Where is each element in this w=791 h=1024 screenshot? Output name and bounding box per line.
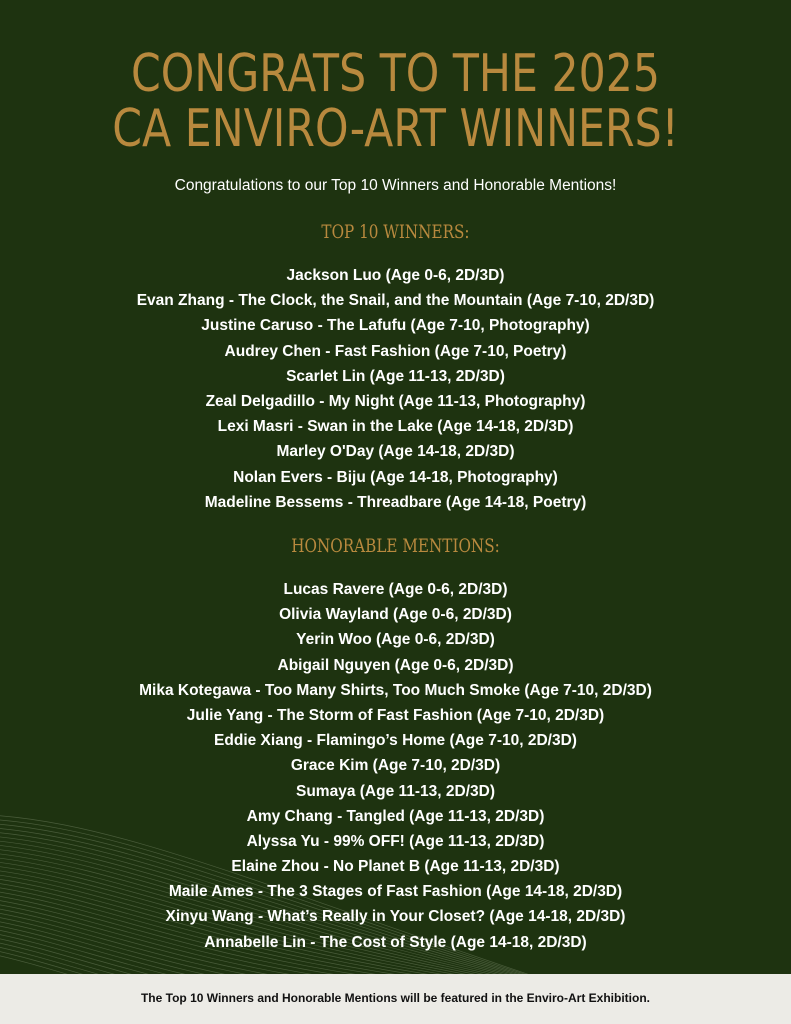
mention-item: Lucas Ravere (Age 0-6, 2D/3D) xyxy=(283,581,508,598)
honorable-mentions-list xyxy=(0,577,791,955)
mention-item: Elaine Zhou - No Planet B (Age 11-13, 2D/3D) xyxy=(231,858,560,876)
mention-item: Eddie Xiang - Flamingo’s Home (Age 7-10, 2D/3D) xyxy=(214,732,577,750)
mention-item: Mika Kotegawa - Too Many Shirts, Too Much Smoke (Age 7-10, 2D/3D) xyxy=(139,681,652,699)
mention-item: Annabelle Lin - The Cost of Style (Age 14-18, 2D/3D) xyxy=(204,933,587,951)
winner-item: Justine Caruso - The Lafufu (Age 7-10, Photography) xyxy=(201,317,590,335)
honorable-mentions-heading: HONORABLE MENTIONS: xyxy=(291,535,500,557)
mention-item: Julie Yang - The Storm of Fast Fashion (Age 7-10, 2D/3D) xyxy=(186,706,605,724)
winner-item: Jackson Luo (Age 0-6, 2D/3D) xyxy=(286,267,505,284)
title-line-1: CONGRATS TO THE 2025 xyxy=(130,44,660,104)
mention-item: Alyssa Yu - 99% OFF! (Age 11-13, 2D/3D) xyxy=(246,832,545,850)
mention-item: Olivia Wayland (Age 0-6, 2D/3D) xyxy=(279,606,512,624)
top-winners-heading: TOP 10 WINNERS: xyxy=(321,221,470,243)
mention-item: Abigail Nguyen (Age 0-6, 2D/3D) xyxy=(277,656,514,674)
winner-item: Marley O'Day (Age 14-18, 2D/3D) xyxy=(276,443,515,461)
footer-banner xyxy=(0,974,791,1024)
winner-item: Evan Zhang - The Clock, the Snail, and the Mountain (Age 7-10, 2D/3D) xyxy=(136,292,655,310)
subtitle: Congratulations to our Top 10 Winners and Honorable Mentions! xyxy=(174,177,617,194)
top-winners-list xyxy=(0,263,791,515)
mention-item: Grace Kim (Age 7-10, 2D/3D) xyxy=(290,757,501,775)
mention-item: Yerin Woo (Age 0-6, 2D/3D) xyxy=(296,631,495,649)
winner-item: Nolan Evers - Biju (Age 14-18, Photography) xyxy=(233,468,558,486)
winner-item: Lexi Masri - Swan in the Lake (Age 14-18, 2D/3D) xyxy=(217,418,574,436)
mention-item: Sumaya (Age 11-13, 2D/3D) xyxy=(295,782,495,800)
winner-item: Scarlet Lin (Age 11-13, 2D/3D) xyxy=(286,367,505,385)
mention-item: Amy Chang - Tangled (Age 11-13, 2D/3D) xyxy=(246,807,545,825)
winner-item: Audrey Chen - Fast Fashion (Age 7-10, Poetry) xyxy=(224,342,567,360)
winner-item: Madeline Bessems - Threadbare (Age 14-18, Poetry) xyxy=(204,493,587,511)
winner-item: Zeal Delgadillo - My Night (Age 11-13, Photography) xyxy=(205,392,586,410)
mention-item: Xinyu Wang - What’s Really in Your Closet? (Age 14-18, 2D/3D) xyxy=(165,908,626,926)
mention-item: Maile Ames - The 3 Stages of Fast Fashion (Age 14-18, 2D/3D) xyxy=(168,883,623,901)
footer-text: The Top 10 Winners and Honorable Mentions will be featured in the Enviro-Art Exhibition. xyxy=(140,991,651,1005)
title-line-2: CA ENVIRO-ART WINNERS! xyxy=(112,99,679,159)
